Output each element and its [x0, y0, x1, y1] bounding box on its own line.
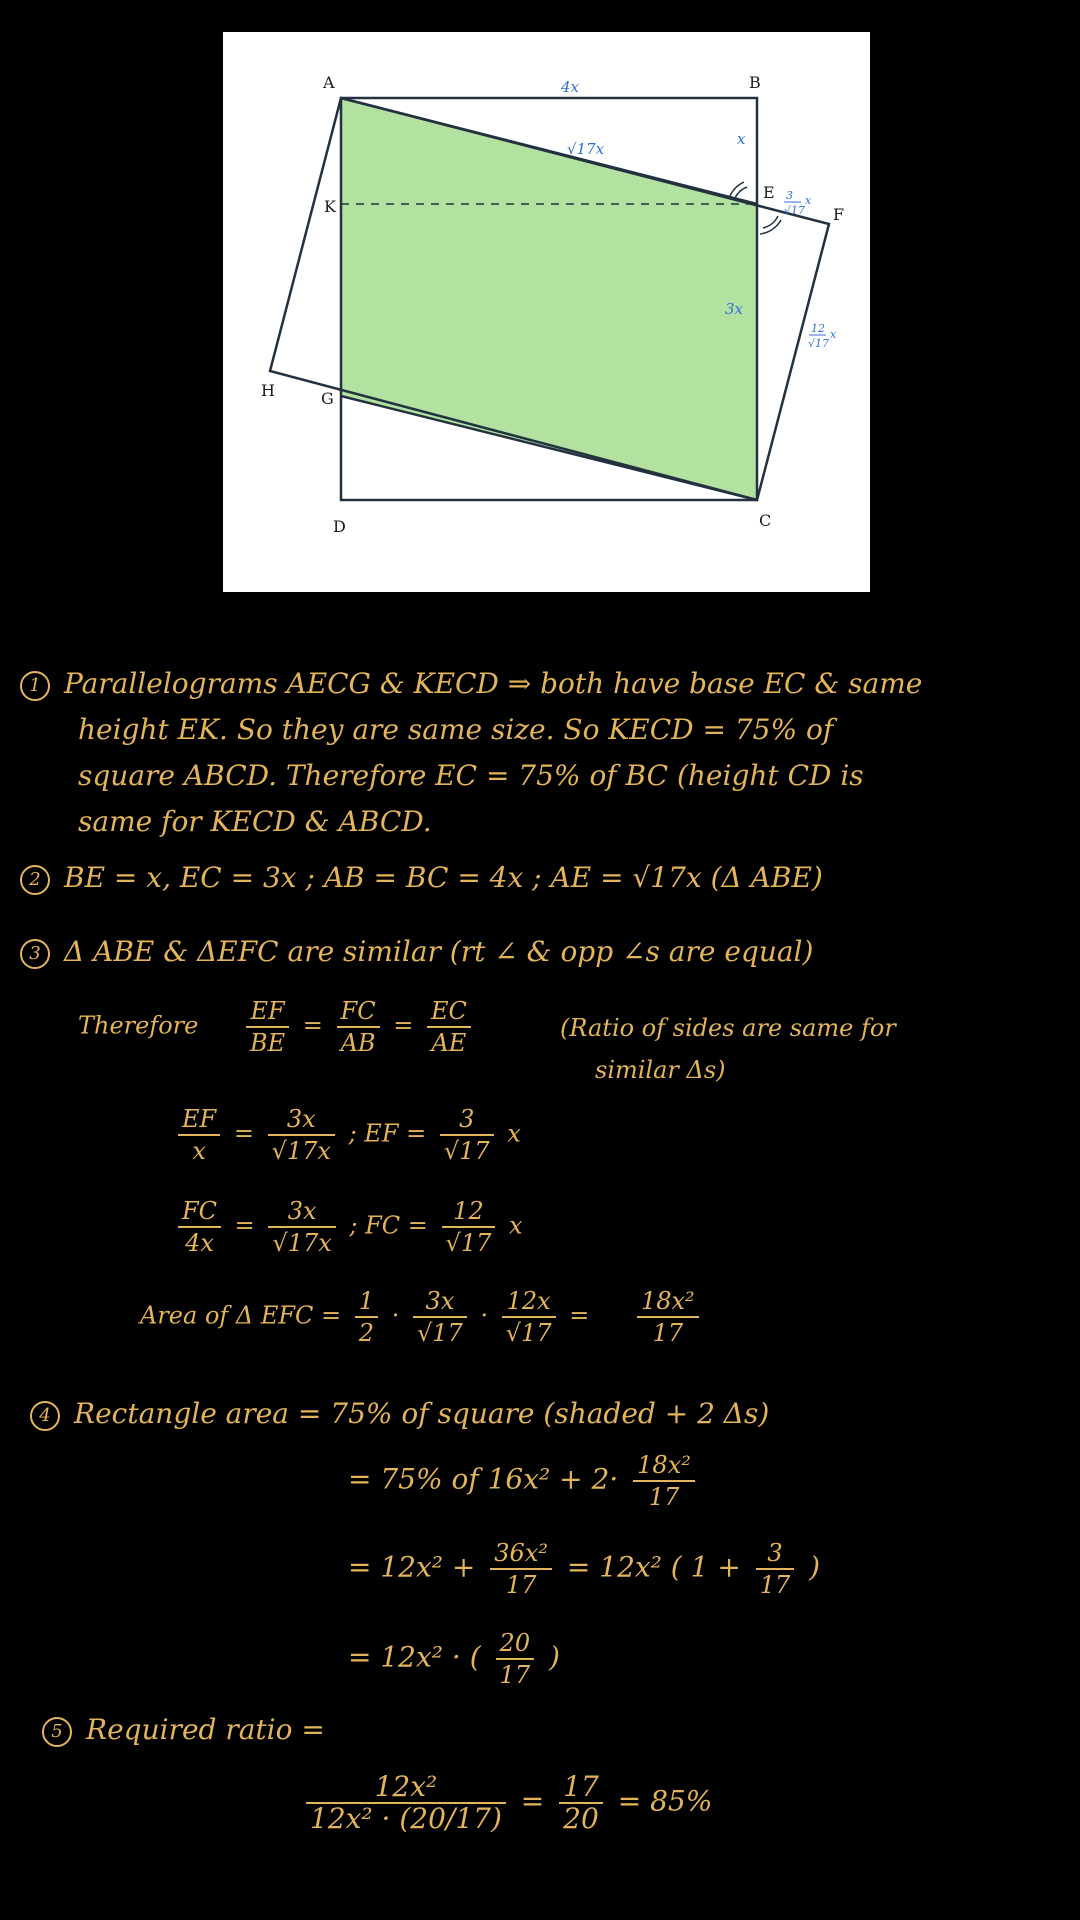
ef-row-vn: 3 [440, 1104, 494, 1136]
ef-row-eq: = [233, 1119, 254, 1148]
step5-ratio [300, 1772, 712, 1834]
ef-row-var: x [507, 1119, 521, 1148]
ef-row-ratio [268, 1104, 335, 1166]
step4-number: 4 [30, 1401, 60, 1431]
step4-l4-frac [496, 1628, 535, 1690]
area-ad: 2 [358, 1319, 375, 1347]
step2-number: 2 [20, 865, 50, 895]
step4-line1 [30, 1396, 769, 1432]
step4-line2 [348, 1450, 701, 1512]
fc-row-vd: √17 [445, 1229, 492, 1257]
step3-note2: similar Δs) [595, 1056, 726, 1084]
area-rn: 18x² [637, 1286, 699, 1318]
step4-line4 [348, 1628, 560, 1690]
label-ef-num: 3 [786, 189, 793, 202]
step1-line3: square ABCD. Therefore EC = 75% of BC (height CD is [78, 759, 864, 792]
point-a-label: A [323, 73, 335, 92]
area-lead: Area of Δ EFC = [140, 1301, 342, 1330]
step2-line [20, 860, 823, 896]
fc-row-var: x [509, 1211, 523, 1240]
ratio-ef-be [246, 996, 289, 1058]
ratio-ae: AE [431, 1029, 467, 1057]
step4-l4a: = 12x² · ( [348, 1640, 481, 1674]
point-f-label: F [833, 205, 845, 224]
area-cd: √17 [505, 1319, 552, 1347]
step4-l3c: ) [809, 1550, 821, 1584]
fc-row-ln: FC [178, 1196, 221, 1228]
step5-number: 5 [42, 1717, 72, 1747]
step3-number: 3 [20, 939, 50, 969]
step1-text1: Parallelograms AECG & KECD ⇒ both have base EC & same [64, 667, 923, 700]
point-g-label: G [321, 389, 334, 408]
ef-row-value [440, 1104, 494, 1166]
ratio-ab: AB [340, 1029, 376, 1057]
step3-ratio-line [78, 996, 477, 1058]
step1-line4: same for KECD & ABCD. [78, 805, 432, 838]
label-fc-den: √17 [808, 337, 830, 350]
fc-over-4x [178, 1196, 221, 1258]
area-cn: 12x [502, 1286, 556, 1318]
area-rd: 17 [652, 1319, 684, 1347]
step5-result-frac [559, 1772, 603, 1834]
ratio-ec-ae [427, 996, 471, 1058]
ef-row-sep: ; EF = [348, 1119, 427, 1148]
point-b-label: B [749, 73, 761, 92]
area-ec [413, 1286, 467, 1348]
label-ef-var: x [805, 194, 812, 207]
point-e-label: E [763, 183, 775, 202]
area-result [637, 1286, 699, 1348]
ef-row-ld: x [192, 1137, 206, 1165]
area-half [355, 1286, 378, 1348]
step5-result: = 85% [617, 1784, 713, 1818]
area-dot-1: · [391, 1301, 400, 1330]
step5-n: 12x² [306, 1772, 506, 1804]
step5-label: Required ratio = [86, 1713, 325, 1746]
area-bd: √17 [416, 1319, 463, 1347]
ratio-fc-ab [337, 996, 380, 1058]
fc-row-rd: √17x [272, 1229, 332, 1257]
ratio-ec: EC [427, 996, 471, 1028]
label-ef-den: √17 [784, 204, 806, 217]
step5-line1 [42, 1712, 325, 1748]
area-dot-2: · [480, 1301, 489, 1330]
step4-l3a: = 12x² + [348, 1550, 476, 1584]
label-ab: 4x [561, 78, 580, 96]
label-ec: 3x [725, 300, 744, 318]
step1-line1 [20, 666, 922, 702]
step4-l4b: ) [549, 1640, 560, 1674]
fc-row-rn: 3x [268, 1196, 335, 1228]
point-k-label: K [324, 197, 336, 216]
ef-over-x [178, 1104, 220, 1166]
area-row [140, 1286, 705, 1348]
ratio-ef: EF [246, 996, 289, 1028]
step4-l3fn: 3 [756, 1538, 795, 1570]
area-eq: = [569, 1301, 590, 1330]
eq-2: = [393, 1011, 414, 1040]
fc-row-vn: 12 [442, 1196, 496, 1228]
step4-l3d: 17 [505, 1571, 537, 1599]
point-d-label: D [333, 517, 346, 536]
fc-row [172, 1196, 523, 1258]
step5-rd: 20 [563, 1802, 599, 1835]
step4-l4d: 17 [499, 1661, 531, 1689]
area-fc [502, 1286, 556, 1348]
step5-eq: = [520, 1784, 545, 1818]
area-bn: 3x [413, 1286, 467, 1318]
step4-line3 [348, 1538, 820, 1600]
fc-row-eq: = [234, 1211, 255, 1240]
step4-l3-frac2 [756, 1538, 795, 1600]
step4-l2d: 17 [648, 1483, 680, 1511]
step4-l2n: 18x² [633, 1450, 695, 1482]
step3-therefore: Therefore [78, 1011, 199, 1040]
area-an: 1 [355, 1286, 378, 1318]
step2-text: BE = x, EC = 3x ; AB = BC = 4x ; AE = √17x (Δ ABE) [64, 861, 823, 894]
label-fc-num: 12 [811, 322, 825, 335]
step4-text1: Rectangle area = 75% of square (shaded + 2 Δs) [74, 1397, 770, 1430]
label-be: x [737, 130, 746, 148]
step3-text1: Δ ABE & ΔEFC are similar (rt ∠ & opp ∠s are equal) [64, 935, 814, 968]
label-fc-var: x [830, 328, 837, 341]
fc-row-ratio [268, 1196, 335, 1258]
ef-row [172, 1104, 521, 1166]
step1-line2: height EK. So they are same size. So KECD = 75% of [78, 713, 834, 746]
step3-line1 [20, 934, 813, 970]
step4-l2a: = 75% of 16x² + 2· [348, 1462, 619, 1496]
step5-frac [306, 1772, 506, 1834]
eq-1: = [302, 1011, 323, 1040]
ratio-be: BE [250, 1029, 286, 1057]
step4-l3-frac [490, 1538, 552, 1600]
label-ae: √17x [567, 140, 605, 158]
ef-row-ln: EF [178, 1104, 220, 1136]
ef-row-rd: √17x [271, 1137, 331, 1165]
step4-l4n: 20 [496, 1628, 535, 1660]
ef-row-vd: √17 [443, 1137, 490, 1165]
step4-l3b: = 12x² ( 1 + [566, 1550, 741, 1584]
step4-l3fd: 17 [759, 1571, 791, 1599]
point-c-label: C [759, 511, 772, 530]
point-h-label: H [261, 381, 275, 400]
step5-d: 12x² · (20/17) [310, 1802, 502, 1835]
fc-row-sep: ; FC = [349, 1211, 428, 1240]
step1-number: 1 [20, 671, 50, 701]
ef-row-rn: 3x [268, 1104, 335, 1136]
fc-row-ld: 4x [185, 1229, 214, 1257]
step3-note1: (Ratio of sides are same for [560, 1014, 896, 1042]
step4-l3n: 36x² [490, 1538, 552, 1570]
step4-l2-frac [633, 1450, 695, 1512]
fc-row-value [442, 1196, 496, 1258]
step5-rn: 17 [559, 1772, 603, 1804]
ratio-fc: FC [337, 996, 380, 1028]
